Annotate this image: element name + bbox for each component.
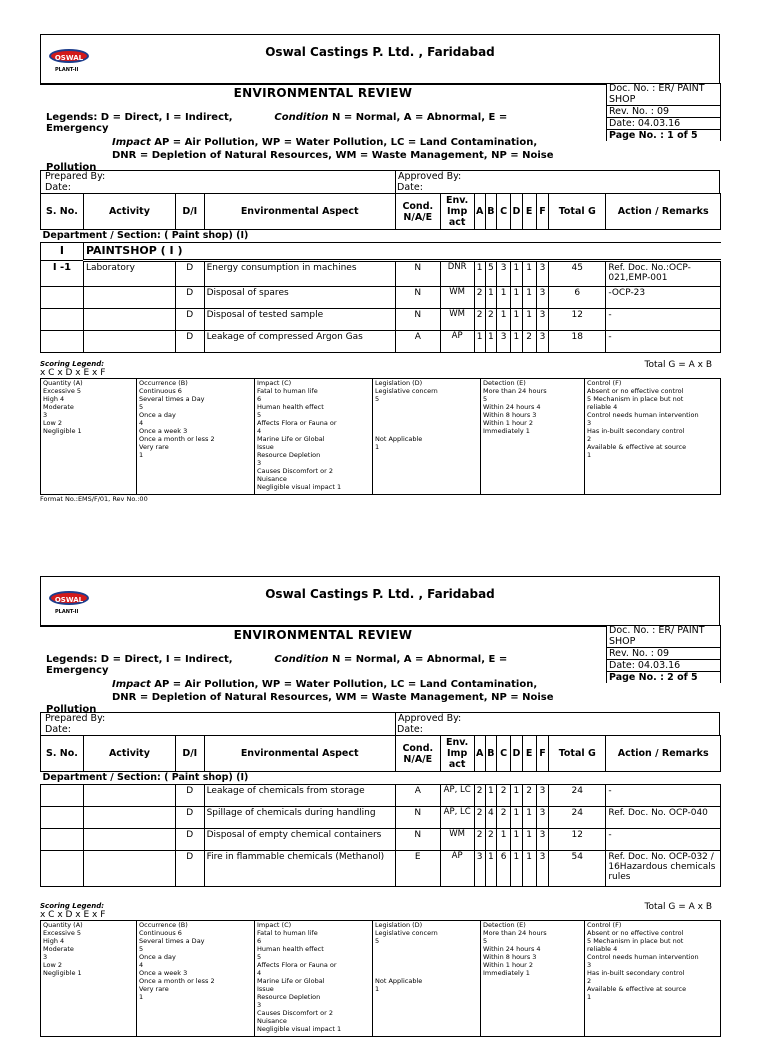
cell-total: 18	[549, 331, 606, 353]
cell-b: 5	[485, 261, 496, 287]
cell-d: 1	[511, 309, 522, 331]
cell-cond: N	[395, 261, 440, 287]
table-row	[41, 331, 721, 353]
cell-cond: E	[395, 851, 440, 887]
col-aspect: Environmental Aspect	[204, 194, 395, 230]
cell-activity: Laboratory	[83, 261, 175, 287]
table-row	[41, 785, 721, 807]
cell-b: 4	[485, 807, 496, 829]
cell-c: 1	[496, 287, 510, 309]
prepared-by: Prepared By:	[45, 171, 106, 182]
scoring-legend-1: Scoring Legend: Total G = A x B x C x D x E x F Quantity (A) Excessive 5 High 4 Moderate 3 Low 2 Negligible 1 Occurrence (B) Continuous 6 Several times a Day 5 Once a day 4 Once a week 3 Once a month or less 2 Very rare 1 Impact (C) Fatal to human life 6 Human health effect 5 Affects Flora or Fauna or 4 Marine Life or Global Issue Resource Depletion 3 Causes Discomfort or 2 Nuisance Negligible visual impact 1 Legislation (D) Legislative concern 5 Not Applicable 1 Detection (E) More than 24 hours 5 Within 24 hours 4 Within 8 hours 3 Within 1 hour 2 Immediately 1 Control (F) Absent or no effective control 5 Mechanism in place but not reliable 4 Control needs human intervention 3 Has in-built secondary control 2 Available & effective at source 1 Format No.:EMS/F/01, Rev No.:00	[40, 360, 720, 503]
section-name: PAINTSHOP ( I )	[83, 243, 720, 261]
cell-c: 6	[496, 851, 510, 887]
cell-d: 1	[511, 785, 522, 807]
cell-f: 3	[536, 309, 548, 331]
header-box	[40, 576, 720, 626]
table-row	[41, 829, 721, 851]
prepared-approved: Prepared By: Date: Approved By: Date:	[40, 170, 720, 193]
page-no: Page No. : 1 of 5	[609, 130, 698, 141]
cell-activity	[83, 331, 175, 353]
cell-cond: N	[395, 807, 440, 829]
cell-d: 1	[511, 829, 522, 851]
department: Department / Section: ( Paint shop) (I)	[41, 230, 721, 243]
cell-total: 45	[549, 261, 606, 287]
cell-e: 1	[522, 807, 536, 829]
cell-env: DNR	[440, 261, 474, 287]
cell-b: 1	[485, 331, 496, 353]
cell-sno	[41, 287, 84, 309]
cell-remarks: Ref. Doc. No.:OCP-021,EMP-001	[606, 261, 721, 287]
cell-remarks: Ref. Doc. No. OCP-040	[606, 807, 721, 829]
cell-remarks: -OCP-23	[606, 287, 721, 309]
cell-aspect: Leakage of chemicals from storage	[204, 785, 395, 807]
cell-total: 24	[549, 785, 606, 807]
cell-aspect: Energy consumption in machines	[204, 261, 395, 287]
cell-aspect: Disposal of empty chemical containers	[204, 829, 395, 851]
cell-e: 1	[522, 829, 536, 851]
cell-env: WM	[440, 309, 474, 331]
cell-cond: A	[395, 785, 440, 807]
cell-total: 54	[549, 851, 606, 887]
doc-title: ENVIRONMENTAL REVIEW	[233, 86, 413, 100]
company-name: Oswal Castings P. Ltd. , Faridabad	[265, 587, 495, 601]
cell-c: 3	[496, 331, 510, 353]
cell-d: 1	[511, 331, 522, 353]
cell-c: 2	[496, 807, 510, 829]
cell-cond: N	[395, 309, 440, 331]
col-sno: S. No.	[41, 194, 84, 230]
legend: Legends: D = Direct, I = Indirect, Condition N = Normal, A = Abnormal, E = Emergency Impact AP = Air Pollution, WP = Water Pollution, LC = Land Contamination, DNR = Depletion of Natural Resources, WM = Waste Management, NP = Noise Pollution	[46, 112, 554, 173]
cell-e: 1	[522, 287, 536, 309]
total-formula: Total G = A x B	[644, 360, 712, 370]
prepared-approved: Prepared By: Date: Approved By: Date:	[40, 712, 720, 735]
cell-f: 3	[536, 331, 548, 353]
doc-date: Date: 04.03.16	[607, 118, 720, 130]
col-di: D/I	[175, 194, 204, 230]
cell-di: D	[175, 309, 204, 331]
cell-total: 6	[549, 287, 606, 309]
cell-sno	[41, 851, 84, 887]
cell-activity	[83, 829, 175, 851]
doc-no: Doc. No. : ER/ PAINT SHOP	[607, 83, 720, 106]
cell-d: 1	[511, 851, 522, 887]
doc-info: Doc. No. : ER/ PAINT SHOP Rev. No. : 09 Date: 04.03.16 Page No. : 2 of 5	[606, 625, 721, 683]
cell-env: AP	[440, 331, 474, 353]
cell-activity	[83, 807, 175, 829]
cell-di: D	[175, 829, 204, 851]
cell-di: D	[175, 807, 204, 829]
rev-no: Rev. No. : 09	[607, 106, 720, 118]
cell-c: 2	[496, 785, 510, 807]
col-d: D	[511, 194, 522, 230]
cell-aspect: Fire in flammable chemicals (Methanol)	[204, 851, 395, 887]
cell-remarks: -	[606, 309, 721, 331]
col-c: C	[496, 194, 510, 230]
table-row	[41, 287, 721, 309]
cell-f: 3	[536, 287, 548, 309]
table-row	[41, 261, 721, 287]
cell-remarks: Ref. Doc. No. OCP-032 / 16Hazardous chemicals rules	[606, 851, 721, 887]
cell-di: D	[175, 287, 204, 309]
col-cond: Cond. N/A/E	[395, 194, 440, 230]
cell-cond: N	[395, 829, 440, 851]
cell-d: 1	[511, 807, 522, 829]
cell-env: AP, LC	[440, 785, 474, 807]
cell-f: 3	[536, 785, 548, 807]
cell-sno	[41, 807, 84, 829]
cell-env: WM	[440, 287, 474, 309]
col-b: B	[485, 194, 496, 230]
cell-aspect: Disposal of tested sample	[204, 309, 395, 331]
cell-c: 1	[496, 829, 510, 851]
col-activity: Activity	[83, 194, 175, 230]
format-no: Format No.:EMS/F/01, Rev No.:00	[40, 495, 148, 503]
cell-e: 1	[522, 309, 536, 331]
cell-di: D	[175, 851, 204, 887]
table-row	[41, 851, 721, 887]
cell-a: 1	[474, 261, 485, 287]
cell-aspect: Disposal of spares	[204, 287, 395, 309]
cell-activity	[83, 785, 175, 807]
cell-activity	[83, 851, 175, 887]
cell-total: 12	[549, 309, 606, 331]
cell-e: 1	[522, 851, 536, 887]
scoring-legend-2: Scoring Legend: Total G = A x B x C x D x E x F Quantity (A) Excessive 5 High 4 Moderate 3 Low 2 Negligible 1 Occurrence (B) Continuous 6 Several times a Day 5 Once a day 4 Once a week 3 Once a month or less 2 Very rare 1 Impact (C) Fatal to human life 6 Human health effect 5 Affects Flora or Fauna or 4 Marine Life or Global Issue Resource Depletion 3 Causes Discomfort or 2 Nuisance Negligible visual impact 1 Legislation (D) Legislative concern 5 Not Applicable 1 Detection (E) More than 24 hours 5 Within 24 hours 4 Within 8 hours 3 Within 1 hour 2 Immediately 1 Control (F) Absent or no effective control 5 Mechanism in place but not reliable 4 Control needs human intervention 3 Has in-built secondary control 2 Available & effective at source 1	[40, 902, 720, 1037]
header-box	[40, 34, 720, 84]
cell-env: WM	[440, 829, 474, 851]
cell-b: 2	[485, 829, 496, 851]
cell-aspect: Leakage of compressed Argon Gas	[204, 331, 395, 353]
review-table-2: S. No. Activity D/I Environmental Aspect Cond. N/A/E Env. Imp act A B C D E F Total G Action / Remarks Department / Section: ( Paint shop) (I) D Leakage of chemicals from storage A AP, LC 2 1 2 1 2 3 24 - D Spillage of chemicals during handling N AP, LC 2 4 2 1 1 3 24 Ref. Doc. No. OCP-040 D Disposal of empty chemical containers N WM 2 2 1 1 1 3 12 - D Fire in flammable chemicals (Methanol) E AP 3 1 6 1 1 3 54 Ref. Doc. No. OCP-032 / 16Hazardous chemicals rules	[40, 735, 721, 887]
cell-di: D	[175, 261, 204, 287]
cell-d: 1	[511, 261, 522, 287]
cell-a: 2	[474, 287, 485, 309]
cell-d: 1	[511, 287, 522, 309]
col-f: F	[536, 194, 548, 230]
page-no: Page No. : 2 of 5	[609, 672, 698, 683]
page-2	[40, 576, 720, 887]
cell-di: D	[175, 785, 204, 807]
col-total: Total G	[549, 194, 606, 230]
review-table-1	[40, 193, 721, 353]
department: Department / Section: ( Paint shop) (I)	[41, 772, 721, 785]
page-1	[40, 34, 720, 353]
legend: Legends: D = Direct, I = Indirect, Condition N = Normal, A = Abnormal, E = Emergency Impact AP = Air Pollution, WP = Water Pollution, LC = Land Contamination, DNR = Depletion of Natural Resources, WM = Waste Management, NP = Noise Pollution	[46, 654, 554, 715]
cell-f: 3	[536, 261, 548, 287]
logo-sub: PLANT-II	[55, 67, 79, 73]
cell-remarks: -	[606, 785, 721, 807]
cell-env: AP	[440, 851, 474, 887]
cell-remarks: -	[606, 829, 721, 851]
cell-e: 1	[522, 261, 536, 287]
cell-sno	[41, 829, 84, 851]
cell-a: 2	[474, 807, 485, 829]
cell-e: 2	[522, 331, 536, 353]
company-logo: OSWAL PLANT-II	[47, 583, 91, 617]
cell-sno	[41, 331, 84, 353]
cell-b: 1	[485, 287, 496, 309]
cell-cond: A	[395, 331, 440, 353]
cell-a: 1	[474, 331, 485, 353]
col-a: A	[474, 194, 485, 230]
cell-a: 2	[474, 829, 485, 851]
cell-a: 2	[474, 309, 485, 331]
cell-b: 1	[485, 851, 496, 887]
scoring-table-2: Quantity (A) Excessive 5 High 4 Moderate 3 Low 2 Negligible 1 Occurrence (B) Continuous 6 Several times a Day 5 Once a day 4 Once a week 3 Once a month or less 2 Very rare 1 Impact (C) Fatal to human life 6 Human health effect 5 Affects Flora or Fauna or 4 Marine Life or Global Issue Resource Depletion 3 Causes Discomfort or 2 Nuisance Negligible visual impact 1 Legislation (D) Legislative concern 5 Not Applicable 1 Detection (E) More than 24 hours 5 Within 24 hours 4 Within 8 hours 3 Within 1 hour 2 Immediately 1 Control (F) Absent or no effective control 5 Mechanism in place but not reliable 4 Control needs human intervention 3 Has in-built secondary control 2 Available & effective at source 1	[40, 920, 721, 1037]
cell-aspect: Spillage of chemicals during handling	[204, 807, 395, 829]
cell-total: 24	[549, 807, 606, 829]
section-no: I	[41, 243, 84, 261]
col-e: E	[522, 194, 536, 230]
cell-di: D	[175, 331, 204, 353]
approved-by: Approved By:	[395, 171, 461, 193]
cell-activity	[83, 287, 175, 309]
cell-f: 3	[536, 807, 548, 829]
scoring-table-1: Quantity (A) Excessive 5 High 4 Moderate 3 Low 2 Negligible 1 Occurrence (B) Continuous 6 Several times a Day 5 Once a day 4 Once a week 3 Once a month or less 2 Very rare 1 Impact (C) Fatal to human life 6 Human health effect 5 Affects Flora or Fauna or 4 Marine Life or Global Issue Resource Depletion 3 Causes Discomfort or 2 Nuisance Negligible visual impact 1 Legislation (D) Legislative concern 5 Not Applicable 1 Detection (E) More than 24 hours 5 Within 24 hours 4 Within 8 hours 3 Within 1 hour 2 Immediately 1 Control (F) Absent or no effective control 5 Mechanism in place but not reliable 4 Control needs human intervention 3 Has in-built secondary control 2 Available & effective at source 1	[40, 378, 721, 495]
cell-a: 3	[474, 851, 485, 887]
logo-text: OSWAL	[49, 49, 89, 63]
company-name: Oswal Castings P. Ltd. , Faridabad	[265, 45, 495, 59]
cell-e: 2	[522, 785, 536, 807]
cell-c: 1	[496, 309, 510, 331]
cell-total: 12	[549, 829, 606, 851]
cell-remarks: -	[606, 331, 721, 353]
cell-c: 3	[496, 261, 510, 287]
cell-b: 1	[485, 785, 496, 807]
doc-title: ENVIRONMENTAL REVIEW	[233, 628, 413, 642]
table-row	[41, 309, 721, 331]
cell-sno	[41, 785, 84, 807]
col-remarks: Action / Remarks	[606, 194, 721, 230]
cell-cond: N	[395, 287, 440, 309]
cell-sno	[41, 309, 84, 331]
cell-sno: I -1	[41, 261, 84, 287]
cell-activity	[83, 309, 175, 331]
table-row	[41, 807, 721, 829]
cell-env: AP, LC	[440, 807, 474, 829]
cell-b: 2	[485, 309, 496, 331]
cell-f: 3	[536, 851, 548, 887]
col-env: Env. Imp act	[440, 194, 474, 230]
cell-f: 3	[536, 829, 548, 851]
cell-a: 2	[474, 785, 485, 807]
